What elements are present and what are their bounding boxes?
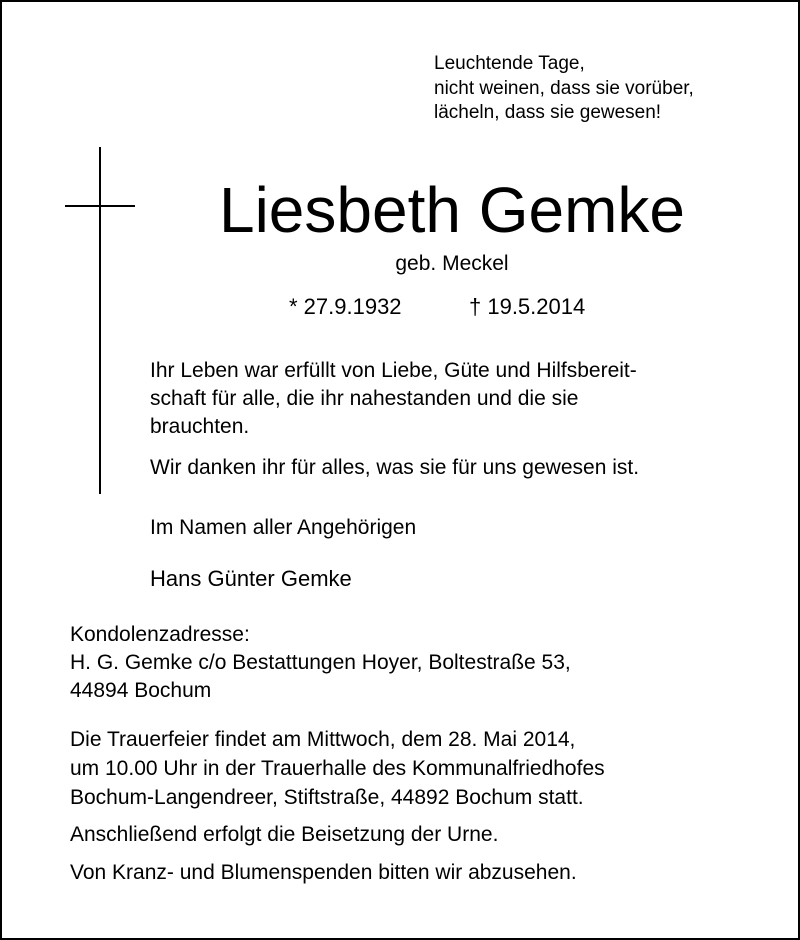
ceremony-line: um 10.00 Uhr in der Trauerhalle des Kommunalfriedhofes [70, 757, 605, 780]
deceased-name: Liesbeth Gemke [218, 174, 686, 246]
flowers-request: Von Kranz- und Blumenspenden bitten wir abzusehen. [70, 861, 577, 884]
condolence-line: Kondolenzadresse: [70, 623, 250, 646]
ceremony-line: Die Trauerfeier findet am Mittwoch, dem 28. Mai 2014, [70, 728, 576, 751]
tribute-line: brauchten. [150, 415, 250, 438]
condolence-address [70, 621, 571, 705]
ceremony-line: Bochum-Langendreer, Stiftstraße, 44892 Bochum statt. [70, 786, 584, 809]
tribute-line: schaft für alle, die ihr nahestanden und die sie [150, 387, 579, 410]
death-date: † 19.5.2014 [469, 294, 586, 319]
ceremony-info [70, 725, 605, 812]
poem-line: nicht weinen, dass sie vorüber, [434, 77, 694, 99]
signatory-name: Hans Günter Gemke [150, 566, 352, 591]
condolence-line: 44894 Bochum [70, 679, 212, 702]
family-intro: Im Namen aller Angehörigen [150, 516, 417, 539]
poem-line: Leuchtende Tage, [434, 53, 585, 74]
birth-date: * 27.9.1932 [289, 294, 402, 319]
poem-line: lächeln, dass sie gewesen! [434, 102, 662, 123]
tribute-text [150, 357, 637, 441]
poem [434, 52, 694, 126]
burial-info: Anschließend erfolgt die Beisetzung der Urne. [70, 823, 499, 846]
condolence-line: H. G. Gemke c/o Bestattungen Hoyer, Boltestraße 53, [70, 651, 571, 674]
thanks-text: Wir danken ihr für alles, was sie für uns gewesen ist. [150, 456, 640, 479]
maiden-name: geb. Meckel [395, 252, 509, 275]
tribute-line: Ihr Leben war erfüllt von Liebe, Güte und Hilfsbereit- [150, 359, 637, 382]
